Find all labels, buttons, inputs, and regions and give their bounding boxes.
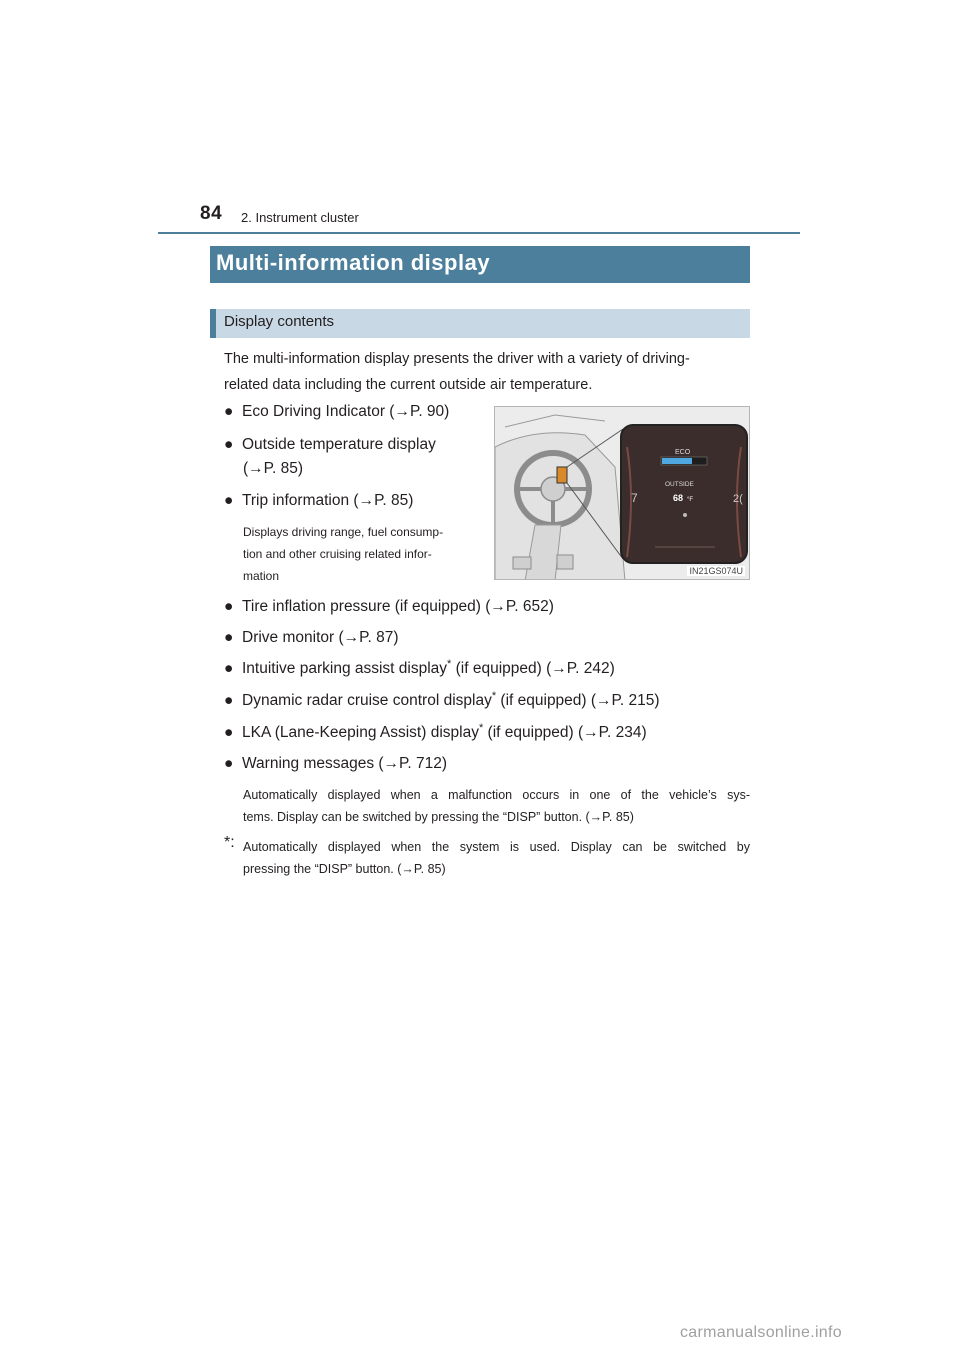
temperature-value: 68 [673, 493, 684, 503]
page-number: 84 [200, 203, 223, 224]
list-item-note [243, 521, 466, 587]
gauge-number-left: 7 [631, 491, 638, 505]
list-item [224, 657, 615, 678]
list-item-text: (if equipped) (→P. 234) [483, 724, 647, 741]
list-item-text: (if equipped) (→P. 242) [451, 660, 615, 677]
list-item-text: Dynamic radar cruise control display [242, 692, 492, 709]
list-item [224, 598, 554, 616]
footer-watermark: carmanualsonline.info [680, 1324, 842, 1341]
footnote [224, 836, 750, 880]
footnote-marker: * [491, 689, 497, 702]
footnote-marker: *: [224, 834, 235, 851]
intro-paragraph [224, 346, 750, 398]
note-line: Automatically displayed when a malfunction occurs in one of the vehicle’s sys- [243, 788, 750, 802]
bullet-icon: ● [224, 629, 234, 646]
bullet-icon: ● [224, 403, 234, 420]
list-item-note [243, 784, 750, 828]
list-item-text: Eco Driving Indicator (→P. 90) [242, 403, 450, 420]
instrument-cluster-illustration [494, 406, 750, 580]
note-line: Displays driving range, fuel consump- [243, 525, 444, 539]
section-accent [210, 309, 216, 338]
list-item-text: Tire inflation pressure (if equipped) (→P. 652) [242, 598, 554, 615]
bullet-icon: ● [224, 724, 234, 741]
chapter-title: 2. Instrument cluster [241, 210, 359, 225]
list-item [224, 403, 449, 421]
list-item [224, 721, 647, 742]
note-line: mation [243, 569, 280, 583]
list-item [224, 629, 398, 647]
footnote-line: pressing the “DISP” button. (→P. 85) [243, 862, 446, 876]
bullet-icon: ● [224, 598, 234, 615]
figure-caption: IN21GS074U [689, 566, 743, 576]
footnote-marker: * [447, 657, 452, 670]
intro-line: The multi-information display presents the driver with a variety of driving- [224, 351, 690, 367]
note-line: tems. Display can be switched by pressing the “DISP” button. (→P. 85) [243, 810, 634, 824]
list-item [224, 436, 436, 454]
header-divider [158, 232, 800, 234]
list-item [224, 755, 447, 773]
outside-label: OUTSIDE [665, 481, 694, 488]
list-item-continuation: (→P. 85) [243, 460, 304, 477]
list-item-text: Drive monitor (→P. 87) [242, 629, 399, 646]
list-item-text: Warning messages (→P. 712) [242, 755, 448, 772]
footnote-line: Automatically displayed when the system is used. Display can be switched by [243, 840, 750, 854]
bullet-icon: ● [224, 692, 234, 709]
list-item-text: Intuitive parking assist display [242, 660, 448, 677]
intro-line: related data including the current outside air temperature. [224, 377, 593, 393]
list-item-text: Trip information (→P. 85) [242, 492, 414, 509]
bullet-icon: ● [224, 660, 234, 677]
bullet-icon: ● [224, 492, 234, 509]
note-line: tion and other cruising related infor- [243, 547, 432, 561]
list-item [224, 689, 660, 710]
footnote-marker: * [478, 721, 484, 734]
page-title: Multi-information display [216, 250, 491, 275]
eco-label: ECO [675, 449, 691, 456]
section-title: Display contents [224, 313, 335, 330]
dashboard-drawing [495, 407, 750, 580]
list-item-text: Outside temperature display [242, 436, 436, 453]
temperature-unit: °F [687, 497, 694, 503]
list-item [224, 492, 413, 510]
list-item-text: LKA (Lane-Keeping Assist) display [242, 724, 479, 741]
gauge-number-right: 2( [733, 493, 743, 505]
bullet-icon: ● [224, 755, 234, 772]
list-item-text: (if equipped) (→P. 215) [496, 692, 660, 709]
bullet-icon: ● [224, 436, 234, 453]
